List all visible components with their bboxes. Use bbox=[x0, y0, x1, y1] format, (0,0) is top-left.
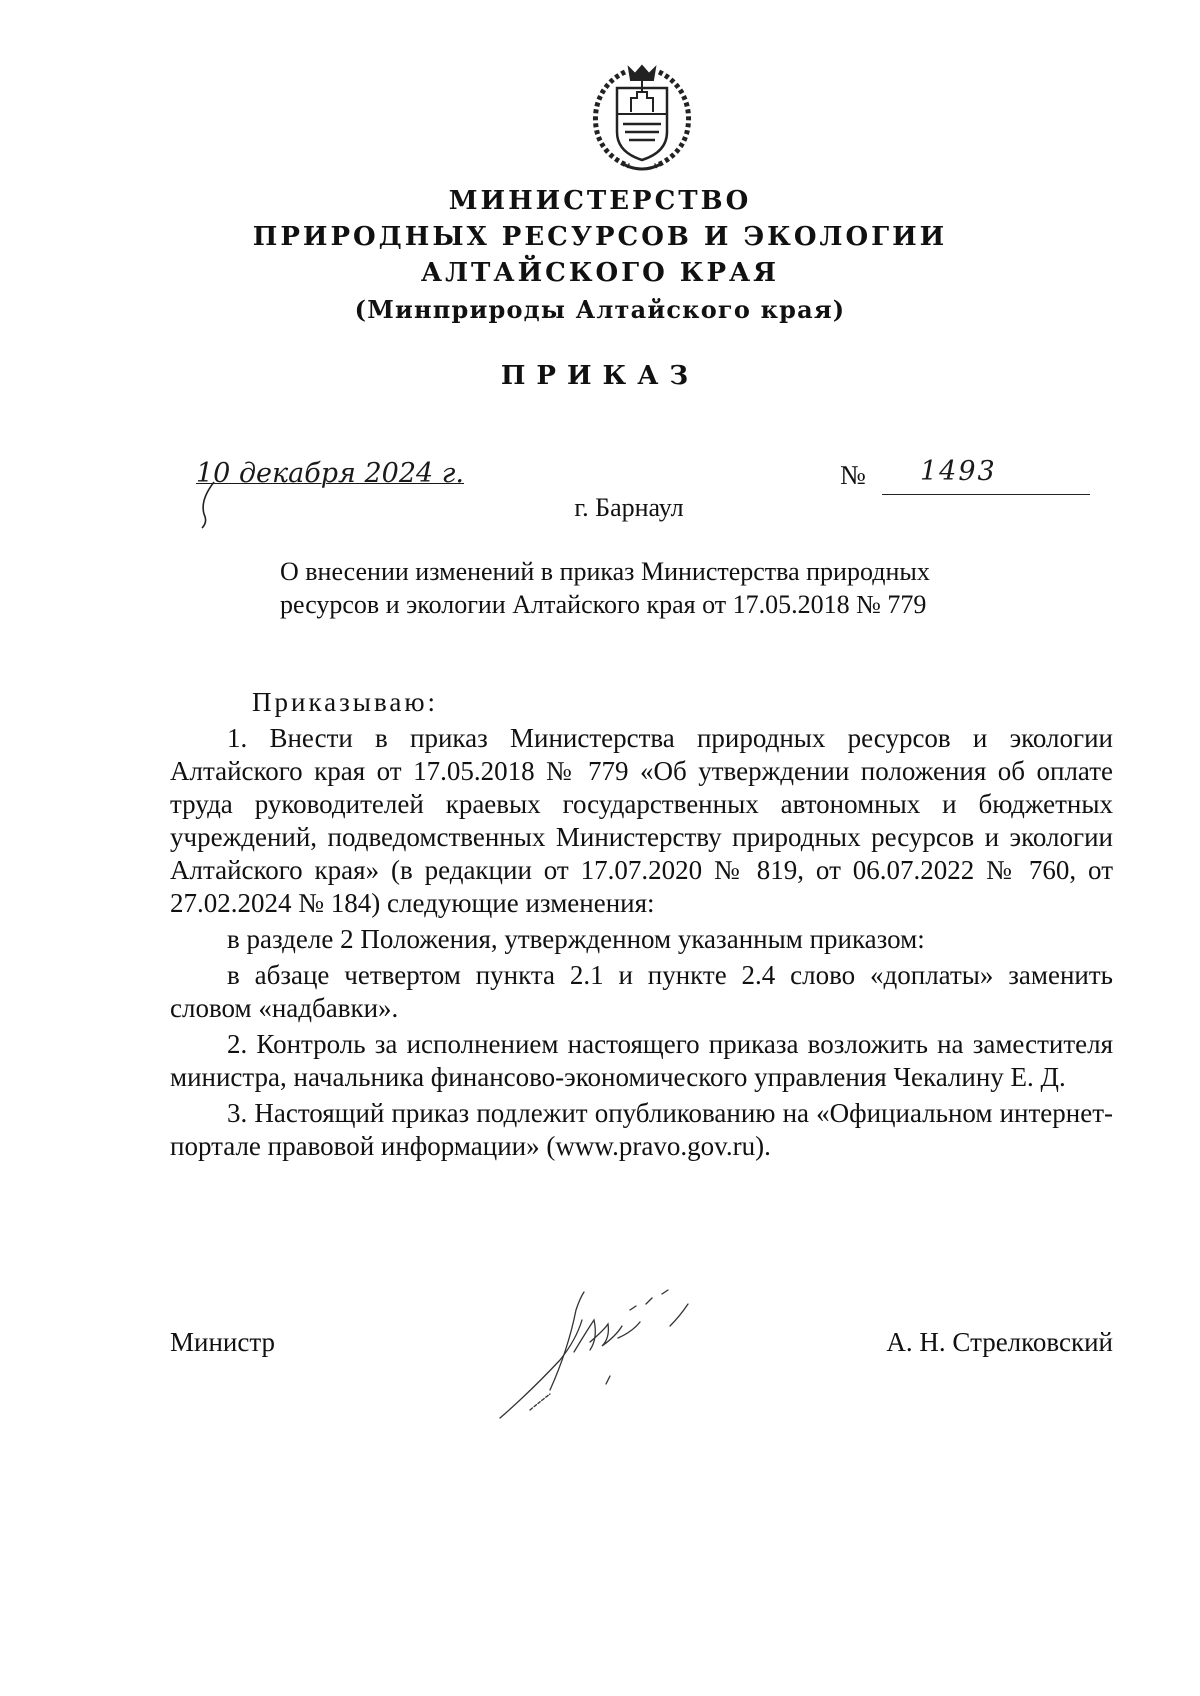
coat-of-arms-icon bbox=[583, 58, 701, 176]
subject-line: О внесении изменений в приказ Министерства природных bbox=[280, 557, 930, 586]
signature-block bbox=[170, 1327, 1113, 1367]
header-region: АЛТАЙСКОГО КРАЯ bbox=[420, 258, 780, 288]
paragraph-2: в разделе 2 Положения, утвержденном указанным приказом: bbox=[227, 924, 925, 954]
paragraph-3: в абзаце четвертом пункта 2.1 и пункте 2.4 слово «доплаты» заменить словом «надбавки». bbox=[170, 960, 1113, 1023]
signer-name: А. Н. Стрелковский bbox=[886, 1327, 1113, 1357]
order-word: Приказываю: bbox=[252, 687, 438, 717]
document-subject bbox=[280, 555, 1000, 621]
handwritten-date: 10 декабря 2024 г. bbox=[196, 458, 464, 489]
document-type-title: ПРИКАЗ bbox=[500, 361, 700, 391]
document-body bbox=[170, 686, 1113, 1163]
paragraph-4: 2. Контроль за исполнением настоящего приказа возложить на заместителя министра, начальника финансово-экономического управления Чекалину Е. Д. bbox=[170, 1029, 1113, 1092]
paragraph-5: 3. Настоящий приказ подлежит опубликованию на «Официальном интернет-портале правовой информации» (www.pravo.gov.ru). bbox=[170, 1098, 1113, 1161]
handwritten-number: 1493 bbox=[920, 456, 997, 487]
city: г. Барнаул bbox=[574, 493, 684, 522]
number-sign: № bbox=[840, 460, 866, 490]
signer-position: Министр bbox=[170, 1327, 275, 1357]
subject-line: ресурсов и экологии Алтайского края от 17.05.2018 № 779 bbox=[280, 590, 927, 619]
header-ministry-name: ПРИРОДНЫХ РЕСУРСОВ И ЭКОЛОГИИ bbox=[252, 222, 948, 252]
header-ministry: МИНИСТЕРСТВО bbox=[448, 186, 752, 216]
paragraph-1: 1. Внести в приказ Министерства природных ресурсов и экологии Алтайского края от 17.05.2018 № 779 «Об утверждении положения об оплате труда руководителей краевых государственных автономных и бюджетных учреждений, подведомственных Министерству природных ресурсов и экологии Алтайского края» (в редакции от 17.07.2020 № 819, от 06.07.2022 № 760, от 27.02.2024 № 184) следующие изменения: bbox=[170, 723, 1113, 918]
header-short-name: (Минприроды Алтайского края) bbox=[354, 295, 846, 324]
